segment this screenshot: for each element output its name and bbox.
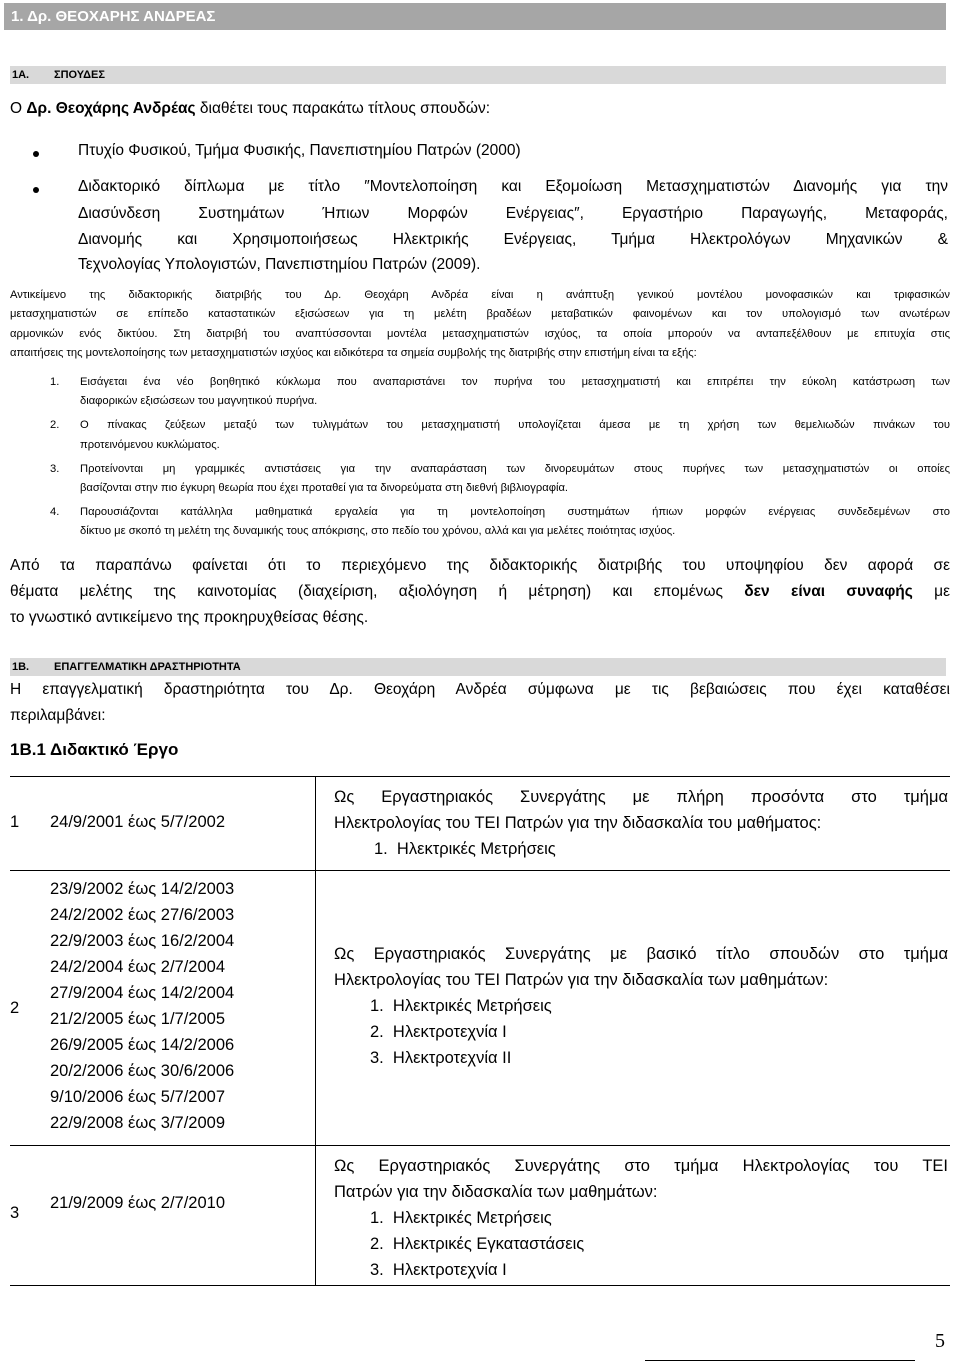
row-desc-line: Πατρών για την διδασκαλία των μαθημάτων: — [334, 1183, 658, 1201]
row-period: 21/9/2009 έως 2/7/2010 — [50, 1194, 225, 1212]
table-border — [10, 870, 950, 871]
professional-intro-line: Η επαγγελματική δραστηριότητα του Δρ. Θεοχάρη Ανδρέα σύμφωνα με τις βεβαιώσεις που έχει καταθέσει — [10, 681, 950, 698]
row-desc-line: Ως Εργαστηριακός Συνεργάτης με βασικό τίτλο σπουδών στο τμήμα — [334, 945, 948, 963]
row-course: 1. Ηλεκτρικές Μετρήσεις — [370, 1209, 552, 1227]
row-desc-line: Ως Εργαστηριακός Συνεργάτης με πλήρη προσόντα στο τμήμα — [334, 788, 948, 806]
row-desc-line: Ως Εργαστηριακός Συνεργάτης στο τμήμα Ηλεκτρολογίας του ΤΕΙ — [334, 1157, 948, 1175]
row-number: 1 — [10, 813, 20, 831]
page-number: 5 — [935, 1330, 945, 1352]
professional-intro-line: περιλαμβάνει: — [10, 707, 106, 724]
row-period: 20/2/2006 έως 30/6/2006 — [50, 1062, 235, 1080]
professional-header — [10, 658, 946, 676]
teaching-title: 1Β.1 Διδακτικό Έργο — [10, 740, 179, 759]
point-text: προτεινόμενου κυκλώματος. — [80, 439, 220, 451]
row-desc-line: Ηλεκτρολογίας του ΤΕΙ Πατρών για την διδασκαλία του μαθήματος: — [334, 814, 822, 832]
degree-phd-line: Διανομής και Χρησιμοποιήσεως Ηλεκτρικής Ενέργειας, Τμήμα Ηλεκτρολόγων Μηχανικών & — [78, 231, 948, 248]
row-period: 21/2/2005 έως 1/7/2005 — [50, 1010, 225, 1028]
intro-rest: διαθέτει τους παρακάτω τίτλους σπουδών: — [195, 100, 491, 117]
conclusion-line: Από τα παραπάνω φαίνεται ότι το περιεχόμενο της διδακτορικής διατριβής του υποψηφίου δεν αφορά σε — [10, 557, 950, 574]
section-title: 1. Δρ. ΘΕΟΧΑΡΗΣ ΑΝΔΡΕΑΣ — [11, 8, 216, 25]
row-course: 2. Ηλεκτροτεχνία Ι — [370, 1023, 507, 1041]
table-border — [10, 1145, 950, 1146]
footer-rule — [645, 1360, 915, 1361]
thesis-line: μετασχηματιστών σε επίπεδο καταστατικών εξισώσεων για τη μελέτη βραδέων μεταβατικών φαινομένων και τον υπολογισμό των ανωτέρων — [10, 308, 950, 320]
row-course: 3. Ηλεκτροτεχνία Ι — [370, 1261, 507, 1279]
conclusion-emphasis: δεν είναι συναφής — [744, 583, 913, 600]
row-period: 9/10/2006 έως 5/7/2007 — [50, 1088, 225, 1106]
table-border — [10, 1285, 950, 1286]
conclusion-text: θέματα μελέτης της καινοτομίας (διαχείριση, αξιολόγηση ή μέτρηση) και επομένως — [10, 583, 745, 600]
point-text: διαφορικών εξισώσεων του μαγνητικού πυρήνα. — [80, 395, 318, 407]
row-period: 24/9/2001 έως 5/7/2002 — [50, 813, 225, 831]
studies-intro — [10, 100, 490, 118]
intro-name: Δρ. Θεοχάρης Ανδρέας — [26, 100, 196, 117]
studies-header-num: 1Α. — [12, 69, 30, 81]
row-period: 23/9/2002 έως 14/2/2003 — [50, 880, 235, 898]
point-text: Προτείνονται μη γραμμικές αντιστάσεις για την αναπαράσταση των δινορευμάτων στους πυρήνες των μετασχηματιστών οι οποίες — [80, 463, 950, 475]
row-course: 1. Ηλεκτρικές Μετρήσεις — [374, 840, 556, 858]
row-period: 22/9/2003 έως 16/2/2004 — [50, 932, 235, 950]
row-period: 27/9/2004 έως 14/2/2004 — [50, 984, 235, 1002]
point-number: 1. — [50, 376, 60, 388]
degree-phd-line: Τεχνολογίας Υπολογιστών, Πανεπιστημίου Πατρών (2009). — [78, 256, 481, 273]
point-text: Παρουσιάζονται κατάλληλα μαθηματικά εργαλεία για τη μοντελοποίηση συστημάτων ήπιων μορφών ενέργειας συνδεδεμένων στο — [80, 506, 950, 518]
section-header — [4, 3, 946, 30]
row-period: 26/9/2005 έως 14/2/2006 — [50, 1036, 235, 1054]
point-text: Εισάγεται ένα νέο βοηθητικό κύκλωμα που αναπαριστάνει τον πυρήνα του μετασχηματιστή και επιτρέπει την εύκολη κατάστρωση των — [80, 376, 950, 388]
studies-header — [10, 66, 946, 84]
conclusion-line — [10, 583, 950, 601]
conclusion-line: το γνωστικό αντικείμενο της προκηρυχθείσας θέσης. — [10, 609, 369, 626]
point-number: 3. — [50, 463, 60, 475]
thesis-line: αρμονικών ενός δικτύου. Στη διατριβή του αναπτύσσονται μοντέλα μετασχηματιστών ισχύος, τα οποία μπορούν να ανταπεξέλθουν με επιτυχία στις — [10, 328, 950, 340]
thesis-line: απαιτήσεις της μοντελοποίησης των μετασχηματιστών ισχύος και ειδικότερα τα σημεία συμβολής της διατριβής στην επιστήμη είναι τα εξής: — [10, 347, 697, 359]
degree-bachelor: Πτυχίο Φυσικού, Τμήμα Φυσικής, Πανεπιστημίου Πατρών (2000) — [78, 142, 521, 159]
table-border — [10, 776, 950, 777]
row-course: 1. Ηλεκτρικές Μετρήσεις — [370, 997, 552, 1015]
degree-phd-line: Διασύνδεση Συστημάτων Ήπιων Μορφών Ενέργειας″, Εργαστήριο Παραγωγής, Μεταφοράς, — [78, 205, 948, 222]
conclusion-text: με — [912, 583, 950, 600]
row-number: 3 — [10, 1204, 20, 1222]
row-period: 24/2/2004 έως 2/7/2004 — [50, 958, 225, 976]
row-course: 3. Ηλεκτροτεχνία ΙΙ — [370, 1049, 512, 1067]
bullet-icon — [33, 151, 39, 157]
point-text: δίκτυο με σκοπό τη μελέτη της δυναμικής τους απόκρισης, στο πεδίο του χρόνου, αλλά και για μελέτες ποιότητας ισχύος. — [80, 525, 676, 537]
bullet-icon — [33, 187, 39, 193]
point-number: 4. — [50, 506, 60, 518]
professional-header-title: ΕΠΑΓΓΕΛΜΑΤΙΚΗ ΔΡΑΣΤΗΡΙΟΤΗΤΑ — [54, 661, 241, 673]
professional-header-num: 1Β. — [12, 661, 30, 673]
row-number: 2 — [10, 999, 20, 1017]
row-period: 24/2/2002 έως 27/6/2003 — [50, 906, 235, 924]
row-period: 22/9/2008 έως 3/7/2009 — [50, 1114, 225, 1132]
studies-header-title: ΣΠΟΥΔΕΣ — [54, 69, 105, 81]
table-border — [315, 776, 316, 1286]
thesis-line: Αντικείμενο της διδακτορικής διατριβής του Δρ. Θεοχάρη Ανδρέα είναι η ανάπτυξη γενικού μοντέλου μονοφασικών και τριφασικών — [10, 289, 950, 301]
point-text: Ο πίνακας ζεύξεων μεταξύ των τυλιγμάτων του μετασχηματιστή υπολογίζεται άμεσα με τη χρήση των θεμελιωδών πινάκων του — [80, 419, 950, 431]
row-course: 2. Ηλεκτρικές Εγκαταστάσεις — [370, 1235, 585, 1253]
degree-phd-line: Διδακτορικό δίπλωμα με τίτλο ″Μοντελοποίηση και Εξομοίωση Μετασχηματιστών Διανομής για την — [78, 178, 948, 195]
intro-prefix: Ο — [10, 100, 27, 117]
point-text: βασίζονται στην πιο έγκυρη θεωρία που έχει προταθεί για τα δινορεύματα στη διεθνή βιβλιογραφία. — [80, 482, 569, 494]
point-number: 2. — [50, 419, 60, 431]
row-desc-line: Ηλεκτρολογίας του ΤΕΙ Πατρών για την διδασκαλία των μαθημάτων: — [334, 971, 829, 989]
